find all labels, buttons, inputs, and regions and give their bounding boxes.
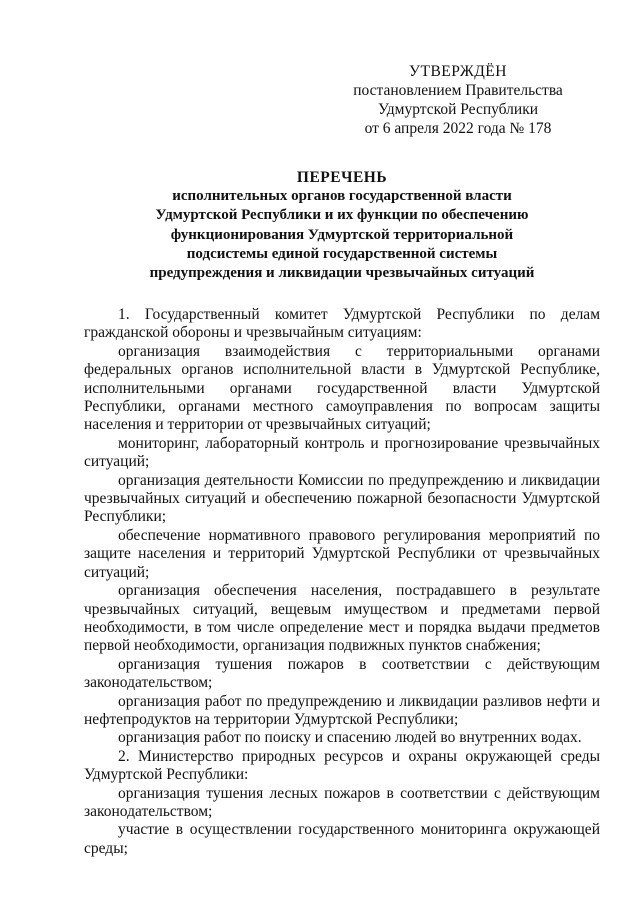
paragraph: организация взаимодействия с территориальными органами федеральных органов исполнительной власти в Удмуртской Республике, исполнительными органами государственной власти Удмуртской Республики, органами местного самоуправления по вопросам защиты населения и территории от чрезвычайных ситуаций; xyxy=(84,342,600,434)
document-body xyxy=(84,306,600,858)
heading-line-1: исполнительных органов государственной власти xyxy=(172,188,512,205)
paragraph: обеспечение нормативного правового регулирования мероприятий по защите населения и территорий Удмуртской Республики от чрезвычайных ситуаций; xyxy=(84,526,600,581)
paragraph: организация деятельности Комиссии по предупреждению и ликвидации чрезвычайных ситуаций и обеспечению пожарной безопасности Удмуртской Республики; xyxy=(84,471,600,526)
approval-block xyxy=(348,62,568,138)
paragraph: организация работ по поиску и спасению людей во внутренних водах. xyxy=(118,729,582,747)
approval-line-3: от 6 апреля 2022 года № 178 xyxy=(364,120,552,137)
paragraph: мониторинг, лабораторный контроль и прогнозирование чрезвычайных ситуаций; xyxy=(84,434,600,471)
paragraph: организация тушения пожаров в соответствии с действующим законодательством; xyxy=(84,655,600,692)
heading-line-2: Удмуртской Республики и их функции по обеспечению xyxy=(155,207,529,224)
paragraph: организация обеспечения населения, пострадавшего в результате чрезвычайных ситуаций, вещевым имуществом и предметами первой необходимости, в том числе определение мест и порядка выдачи предметов первой необходимости, организация подвижных пунктов снабжения; xyxy=(84,582,600,655)
section-2-title: 2. Министерство природных ресурсов и охраны окружающей среды Удмуртской Республики: xyxy=(84,747,600,784)
heading-line-4: подсистемы единой государственной системы xyxy=(186,245,498,262)
approval-title: УТВЕРЖДЁН xyxy=(409,63,507,80)
document-heading xyxy=(84,168,600,283)
paragraph: организация работ по предупреждению и ликвидации разливов нефти и нефтепродуктов на территории Удмуртской Республики; xyxy=(84,692,600,728)
paragraph: участие в осуществлении государственного мониторинга окружающей среды; xyxy=(84,821,600,857)
approval-line-1: постановлением Правительства xyxy=(353,82,563,99)
heading-line-3: функционирования Удмуртской территориальной xyxy=(170,226,514,243)
document-title: ПЕРЕЧЕНЬ xyxy=(296,169,388,186)
approval-line-2: Удмуртской Республики xyxy=(377,101,539,118)
section-1-title: 1. Государственный комитет Удмуртской Республики по делам гражданской обороны и чрезвычайным ситуациям: xyxy=(84,306,600,342)
paragraph: организация тушения лесных пожаров в соответствии с действующим законодательством; xyxy=(84,784,600,820)
heading-line-5: предупреждения и ликвидации чрезвычайных ситуаций xyxy=(149,265,535,282)
